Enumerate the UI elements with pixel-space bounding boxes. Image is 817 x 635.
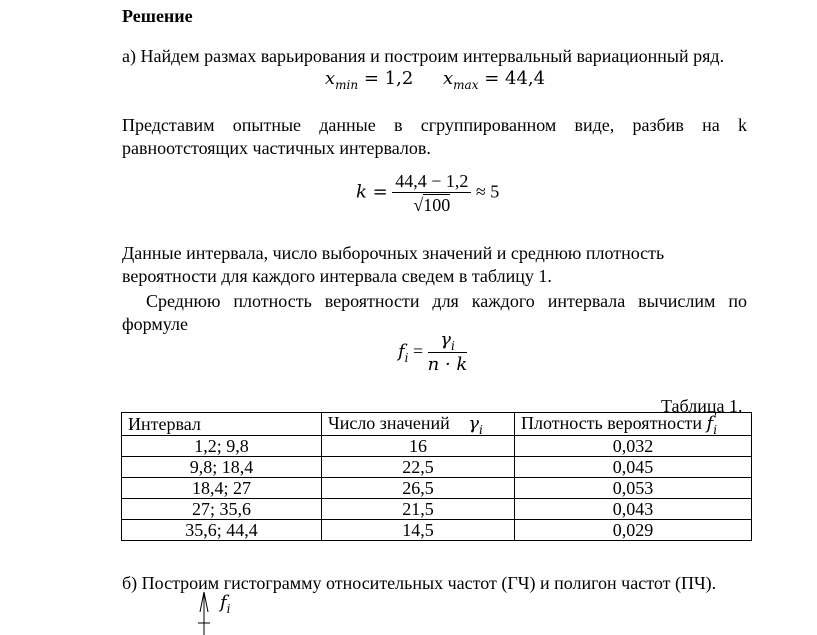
xmax-subscript: max: [453, 78, 479, 92]
interval-table: [121, 412, 752, 541]
cell-density: 0,032: [515, 436, 752, 457]
grouping-line-1: Представим опытные данные в сгруппированном виде, разбив на k: [122, 115, 747, 135]
xmin-symbol: x: [325, 68, 336, 89]
cell-interval: 18,4; 27: [122, 478, 322, 499]
f-numerator: $\gamma_i$: [428, 329, 468, 353]
f-lhs: $f_i$: [398, 341, 409, 366]
xmin-value: = 1,2: [363, 68, 414, 89]
header-count: Число значений $\gamma_i$: [322, 413, 515, 436]
cell-density: 0,043: [515, 499, 752, 520]
k-fraction: [392, 170, 471, 217]
density-line-1: Среднюю плотность вероятности для каждого интервала вычислим по: [146, 291, 747, 311]
xmax-expression: [443, 67, 545, 92]
y-axis-label: $f_i$: [220, 592, 231, 616]
header-interval: Интервал: [122, 413, 322, 436]
cell-count: 26,5: [322, 478, 515, 499]
cell-interval: 27; 35,6: [122, 499, 322, 520]
part-a-text: а) Найдем размах варьирования и построим интервальный вариационный ряд.: [122, 46, 725, 66]
xmax-value: = 44,4: [484, 68, 546, 89]
f-fraction: [428, 329, 468, 377]
k-numerator: 44,4 − 1,2: [392, 170, 471, 193]
cell-interval: 9,8; 18,4: [122, 457, 322, 478]
cell-count: 21,5: [322, 499, 515, 520]
f-equals: =: [413, 341, 424, 362]
cell-count: 16: [322, 436, 515, 457]
table-row: [122, 499, 752, 520]
table-header-row: [122, 413, 752, 436]
cell-density: 0,045: [515, 457, 752, 478]
k-formula: [356, 170, 499, 217]
k-denominator: [392, 193, 471, 217]
y-axis-arrow-icon: [196, 590, 212, 635]
table-row: [122, 520, 752, 541]
table-caption: Таблица 1.: [661, 396, 743, 416]
k-rhs: ≈ 5: [475, 181, 500, 202]
xmin-subscript: min: [335, 78, 359, 92]
part-b-text: б) Построим гистограмму относительных частот (ГЧ) и полигон частот (ПЧ).: [122, 573, 717, 593]
cell-count: 22,5: [322, 457, 515, 478]
cell-interval: 35,6; 44,4: [122, 520, 322, 541]
f-denominator: n · k: [427, 354, 468, 375]
gamma-symbol: $\gamma_i$: [468, 413, 483, 437]
cell-density: 0,029: [515, 520, 752, 541]
density-line-2: формуле: [122, 314, 188, 334]
header-density: Плотность вероятности $f_i$: [515, 413, 752, 436]
k-lhs: k =: [356, 181, 388, 203]
cell-count: 14,5: [322, 520, 515, 541]
solution-heading: Решение: [122, 6, 193, 26]
xmin-expression: [325, 67, 413, 92]
cell-interval: 1,2; 9,8: [122, 436, 322, 457]
f-symbol: $f_i$: [706, 413, 718, 437]
sqrt-radicand: 100: [423, 195, 451, 215]
data-line-2: вероятности для каждого интервала сведем в таблицу 1.: [122, 266, 552, 286]
table-row: [122, 457, 752, 478]
data-line-1: Данные интервала, число выборочных значений и среднюю плотность: [122, 243, 665, 263]
table-row: [122, 436, 752, 457]
cell-density: 0,053: [515, 478, 752, 499]
table-row: [122, 478, 752, 499]
f-formula: [398, 329, 467, 377]
xmax-symbol: x: [443, 68, 454, 89]
grouping-line-2: равноотстоящих частичных интервалов.: [122, 138, 431, 158]
sqrt-symbol: √: [413, 195, 424, 215]
